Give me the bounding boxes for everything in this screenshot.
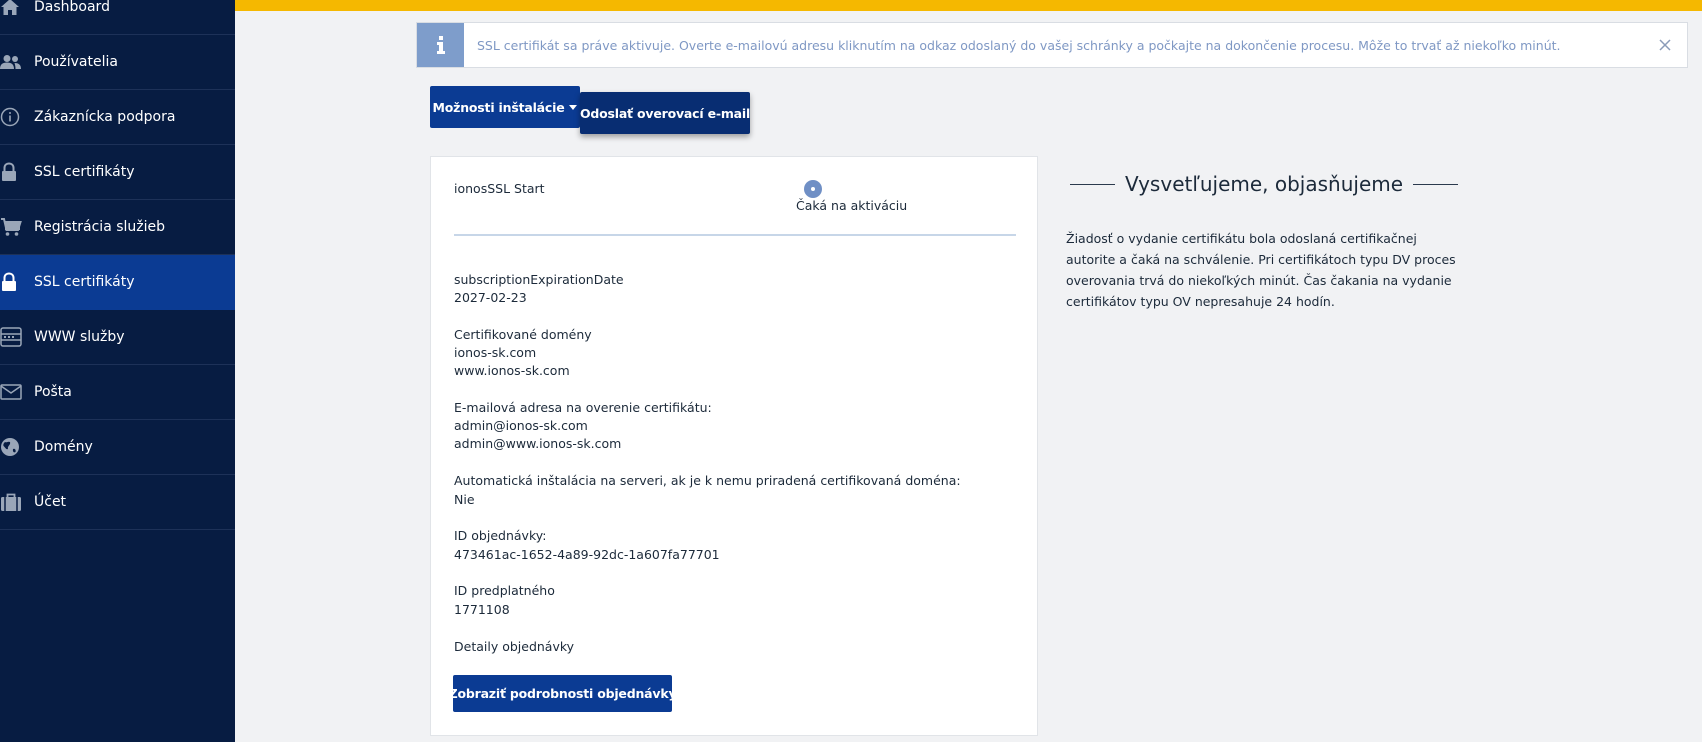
briefcase-icon <box>0 492 34 512</box>
expiration-label: subscriptionExpirationDate <box>454 272 624 287</box>
certificate-card <box>430 156 1038 736</box>
cart-icon <box>0 217 34 237</box>
auto-install-value: Nie <box>454 492 475 507</box>
auto-install-label: Automatická inštalácia na serveri, ak je k nemu priradená certifikovaná doména: <box>454 473 961 488</box>
domain-item: ionos-sk.com <box>454 345 537 360</box>
close-icon[interactable] <box>1655 35 1675 55</box>
sidebar-item-label: Dashboard <box>34 0 110 15</box>
sidebar-item-registration[interactable] <box>0 200 235 255</box>
install-options-button[interactable] <box>430 86 580 128</box>
sidebar-item-domains[interactable] <box>0 420 235 475</box>
order-id-label: ID objednávky: <box>454 528 547 543</box>
globe-icon <box>0 437 34 457</box>
send-verification-label: Odoslať overovací e-mail <box>579 105 751 121</box>
divider <box>454 234 1016 236</box>
email-label: E-mailová adresa na overenie certifikátu: <box>454 400 712 415</box>
sidebar-item-mail[interactable] <box>0 365 235 420</box>
expiration-value: 2027-02-23 <box>454 290 527 305</box>
sidebar-item-label: WWW služby <box>34 329 125 345</box>
sidebar-item-label: Účet <box>34 494 67 510</box>
status-pending-icon <box>804 180 822 198</box>
caret-down-icon <box>569 105 577 110</box>
sidebar-item-label: Zákaznícka podpora <box>34 109 176 125</box>
order-id-value: 473461ac-1652-4a89-92dc-1a607fa77701 <box>454 547 720 562</box>
show-order-details-button[interactable] <box>448 675 677 712</box>
server-icon <box>0 327 34 347</box>
domain-item: www.ionos-sk.com <box>454 363 570 378</box>
order-details-label: Detaily objednávky <box>454 639 575 654</box>
sidebar-item-ssl[interactable] <box>0 145 235 200</box>
info-circle-icon <box>0 107 34 127</box>
home-icon <box>0 0 34 16</box>
sidebar-item-label: Domény <box>34 439 93 455</box>
sidebar-item-label: SSL certifikáty <box>34 274 135 290</box>
email-item: admin@www.ionos-sk.com <box>454 436 622 451</box>
send-verification-email-button[interactable] <box>580 92 750 134</box>
info-heading-text: Vysvetľujeme, objasňujeme <box>1124 172 1404 196</box>
sidebar-item-www[interactable] <box>0 310 235 365</box>
sidebar-item-support[interactable] <box>0 90 235 145</box>
mail-icon <box>0 384 34 400</box>
info-icon <box>417 23 464 67</box>
subscription-id-label: ID predplatného <box>454 583 555 598</box>
status-badge: Čaká na aktiváciu <box>796 198 908 213</box>
certificate-name: ionosSSL Start <box>454 181 545 196</box>
show-order-details-label: Zobraziť podrobnosti objednávky <box>448 686 677 701</box>
info-alert <box>416 22 1688 68</box>
domains-label: Certifikované domény <box>454 327 592 342</box>
sidebar-item-dashboard[interactable] <box>0 0 235 35</box>
email-item: admin@ionos-sk.com <box>454 418 588 433</box>
install-options-label: Možnosti inštalácie <box>432 99 565 115</box>
heading-line-right <box>1413 184 1458 185</box>
subscription-id-value: 1771108 <box>454 602 510 617</box>
info-description: Žiadosť o vydanie certifikátu bola odoslaná certifikačnej autorite a čaká na schválenie. Pri certifikátoch typu DV proces overovania trvá do niekoľkých minút. Čas čakania na vydanie certifikátov typu OV nepresahuje 24 hodín. <box>1066 231 1456 309</box>
sidebar-item-label: Používatelia <box>34 54 118 70</box>
sidebar-item-label: SSL certifikáty <box>34 164 135 180</box>
lock-icon <box>0 162 34 182</box>
sidebar-item-users[interactable] <box>0 35 235 90</box>
top-accent-bar <box>235 0 1702 11</box>
info-heading <box>1070 172 1458 196</box>
sidebar-item-label: Registrácia služieb <box>34 219 166 235</box>
sidebar-item-ssl-active[interactable] <box>0 255 235 310</box>
sidebar-item-label: Pošta <box>34 384 72 400</box>
users-icon <box>0 54 34 70</box>
lock-icon <box>0 272 34 292</box>
sidebar <box>0 0 235 742</box>
heading-line-left <box>1070 184 1115 185</box>
alert-message: SSL certifikát sa práve aktivuje. Overte e-mailovú adresu kliknutím na odkaz odoslaný do vašej schránky a počkajte na dokončenie procesu. Môže to trvať až niekoľko minút. <box>477 37 1561 53</box>
sidebar-item-account[interactable] <box>0 475 235 530</box>
